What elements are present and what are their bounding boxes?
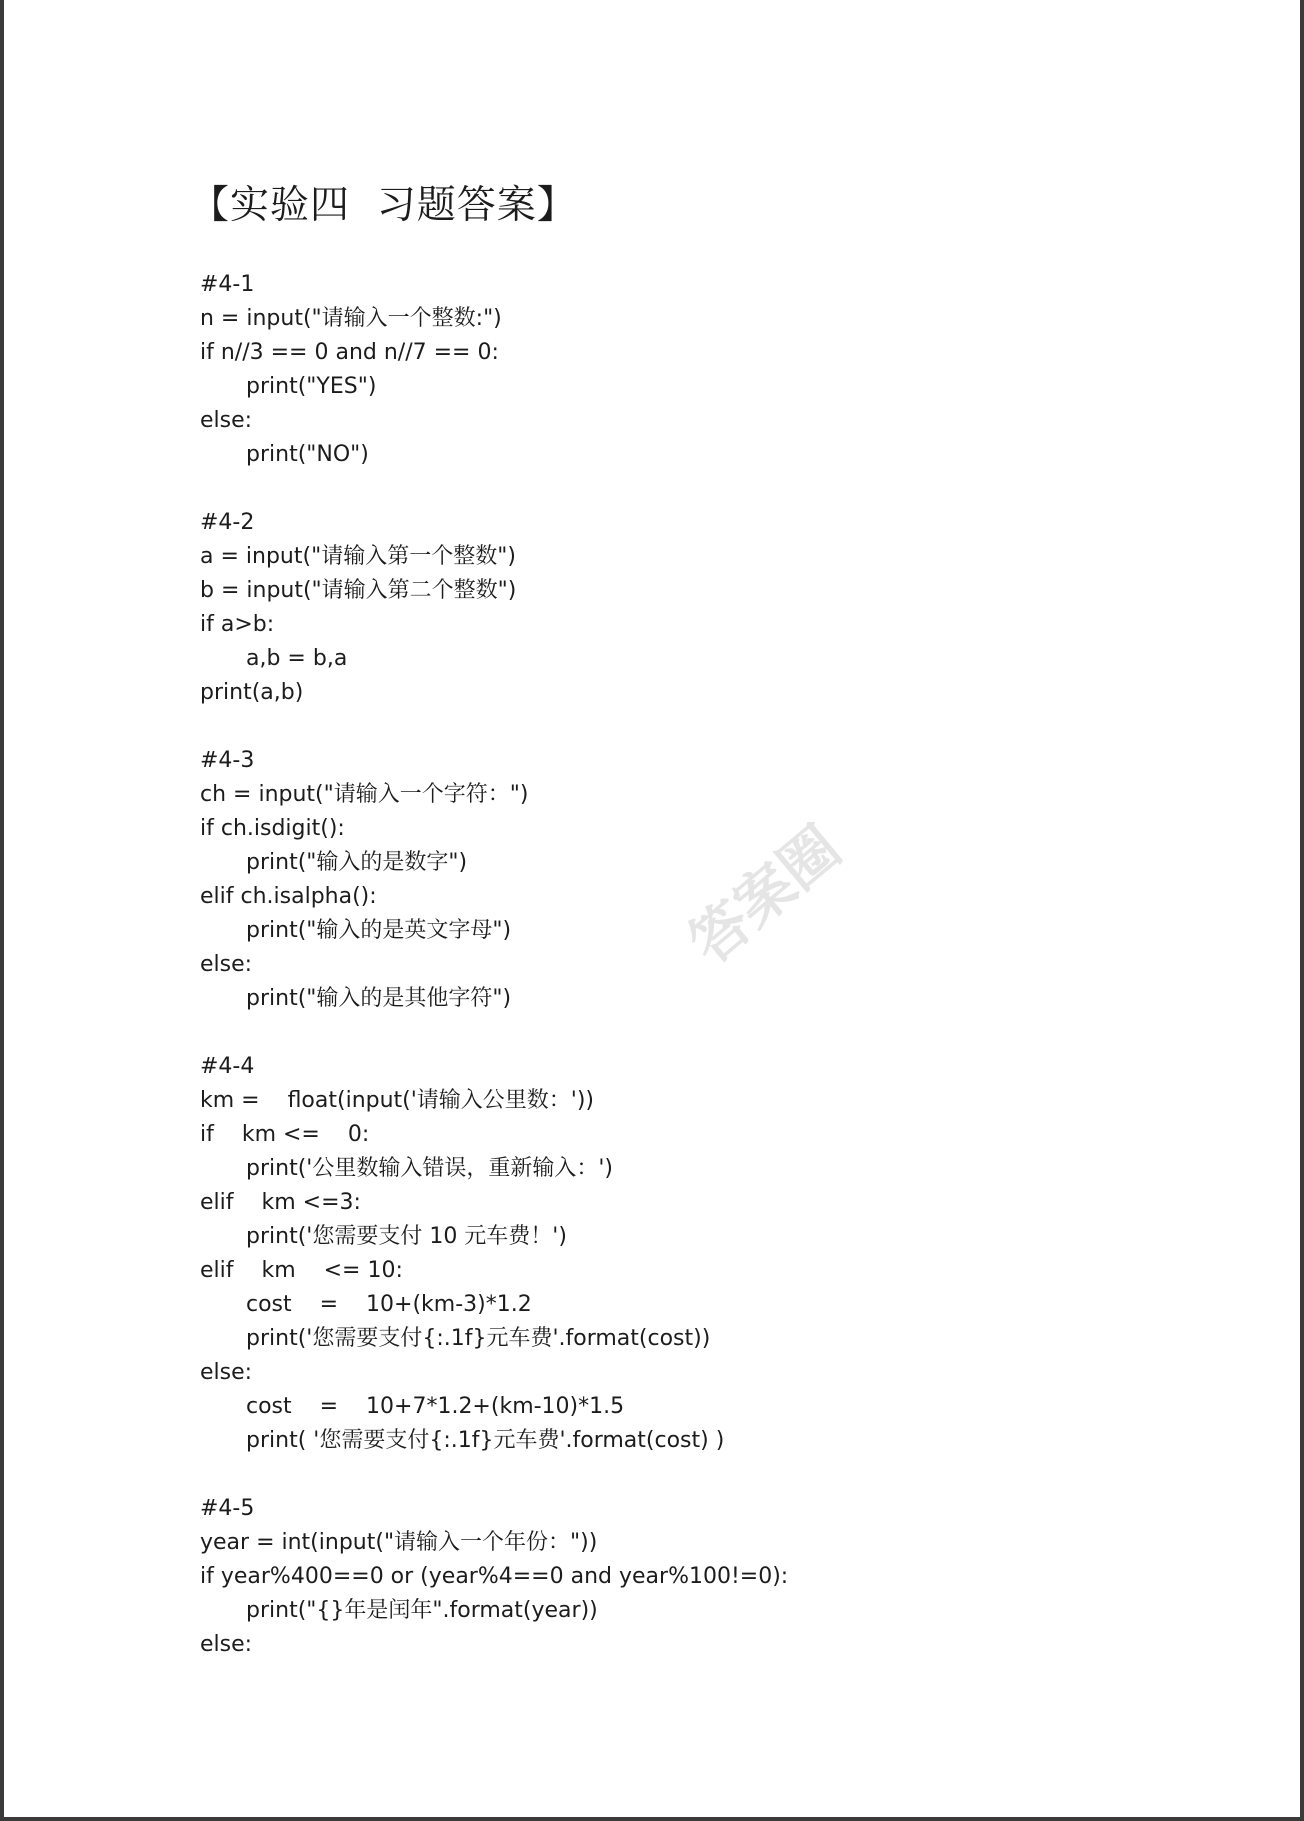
code-line: if ch.isdigit():: [200, 816, 345, 841]
code-line: print("输入的是其他字符"): [246, 986, 512, 1011]
code-line: a = input("请输入第一个整数"): [200, 544, 516, 569]
code-line: year = int(input("请输入一个年份：")): [200, 1530, 598, 1555]
code-line: ch = input("请输入一个字符："): [200, 782, 529, 807]
code-line: b = input("请输入第二个整数"): [200, 578, 517, 603]
code-line: else:: [200, 408, 253, 433]
code-line: print("输入的是英文字母"): [246, 918, 512, 943]
code-line: print("YES"): [246, 374, 377, 399]
exercise-label: #4-1: [200, 272, 255, 297]
code-line: print("{}年是闰年".format(year)): [246, 1598, 598, 1623]
page-border-right: [1300, 0, 1304, 1821]
code-line: print("NO"): [246, 442, 369, 467]
exercise-section: [200, 744, 1240, 1016]
code-line: print("输入的是数字"): [246, 850, 468, 875]
exercise-section: [200, 506, 1240, 710]
exercise-section: [200, 1492, 1240, 1662]
code-line: else:: [200, 1360, 253, 1385]
exercise-section: [200, 1050, 1240, 1458]
exercise-list: [200, 268, 1240, 1662]
code-line: km = float(input('请输入公里数：')): [200, 1088, 595, 1113]
code-line: print( '您需要支付{:.1f}元车费'.format(cost) ): [246, 1428, 725, 1453]
code-line: elif ch.isalpha():: [200, 884, 377, 909]
page-title: 【实验四 习题答案】: [190, 183, 577, 228]
exercise-section: [200, 268, 1240, 472]
code-line: print(a,b): [200, 680, 304, 705]
code-line: else:: [200, 952, 253, 977]
code-line: if year%400==0 or (year%4==0 and year%100!=0):: [200, 1564, 789, 1589]
code-line: a,b = b,a: [246, 646, 348, 671]
code-line: else:: [200, 1632, 253, 1657]
code-line: n = input("请输入一个整数:"): [200, 306, 502, 331]
code-line: if n//3 == 0 and n//7 == 0:: [200, 340, 499, 365]
code-line: print('您需要支付 10 元车费！'): [246, 1224, 567, 1249]
code-line: print('公里数输入错误，重新输入：'): [246, 1156, 613, 1181]
code-line: if a>b:: [200, 612, 275, 637]
exercise-label: #4-5: [200, 1496, 255, 1521]
code-line: print('您需要支付{:.1f}元车费'.format(cost)): [246, 1326, 711, 1351]
page-border-bottom: [0, 1817, 1304, 1821]
code-line: cost = 10+(km-3)*1.2: [246, 1292, 532, 1317]
document-page: [190, 178, 1240, 1696]
exercise-label: #4-3: [200, 748, 255, 773]
page-border-left: [0, 0, 4, 1821]
code-line: elif km <= 10:: [200, 1258, 403, 1283]
exercise-label: #4-2: [200, 510, 255, 535]
code-line: if km <= 0:: [200, 1122, 370, 1147]
exercise-label: #4-4: [200, 1054, 255, 1079]
code-line: cost = 10+7*1.2+(km-10)*1.5: [246, 1394, 625, 1419]
watermark-text: 答案圈: [676, 813, 854, 977]
code-line: elif km <=3:: [200, 1190, 361, 1215]
